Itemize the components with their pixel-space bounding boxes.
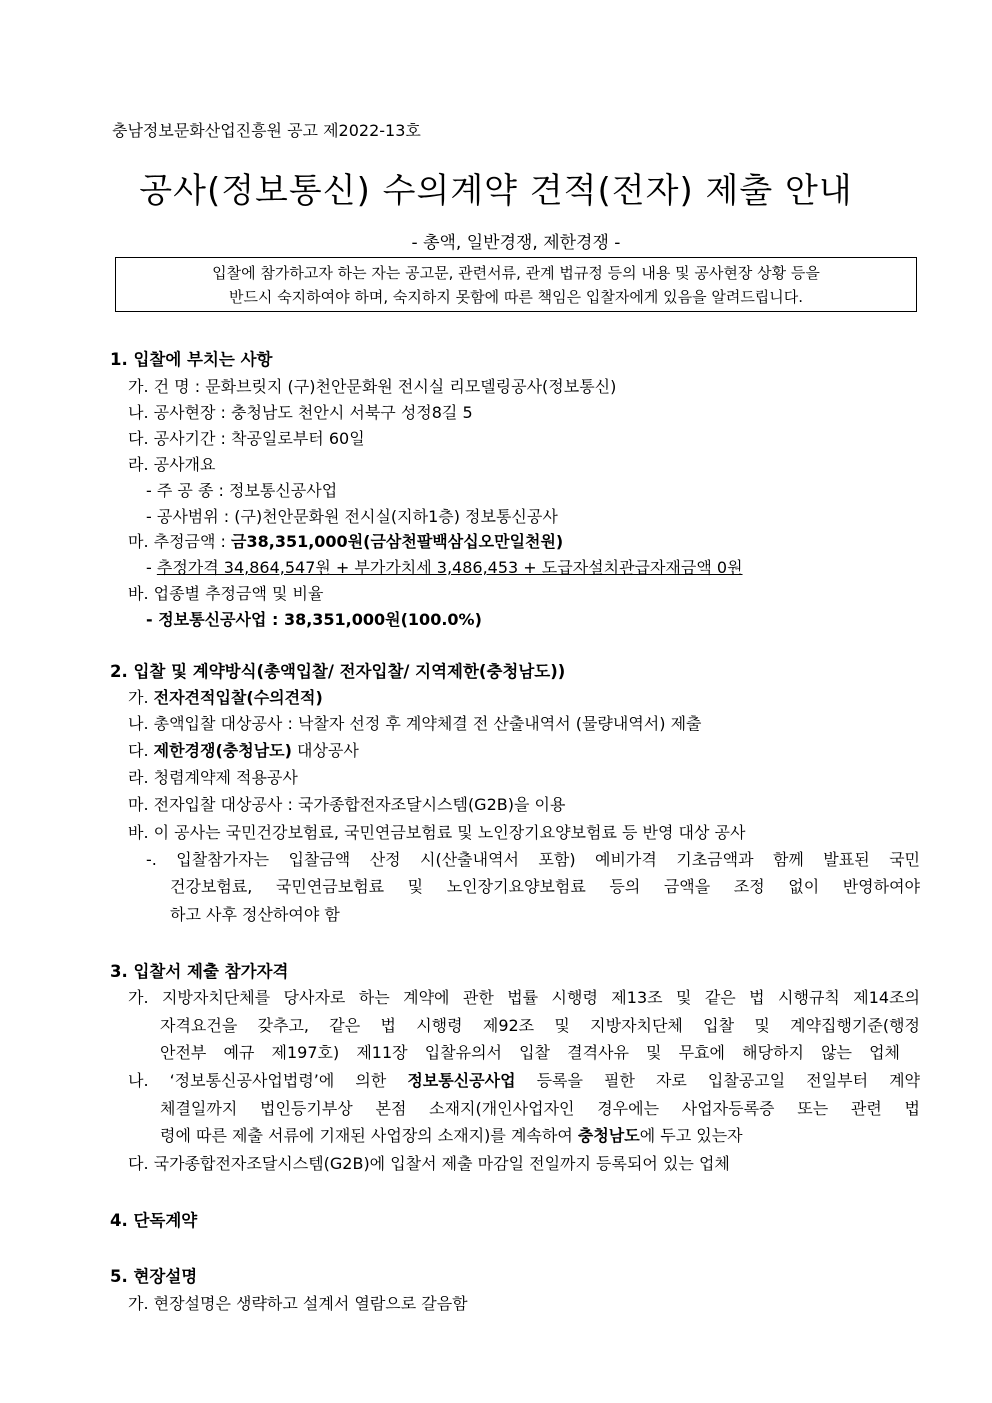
s2-a-bold: 전자견적입찰(수의견적) [153,688,323,707]
s5-item-a: 가. 현장설명은 생략하고 설계서 열람으로 갈음함 [128,1294,468,1313]
s2-item-d: 라. 청렴계약제 적용공사 [128,768,298,787]
s1-overview-type: - 주 공 종 : 정보통신공사업 [146,481,338,500]
s2-item-f: 바. 이 공사는 국민건강보험료, 국민연금보험료 및 노인장기요양보험료 등 반영 대상 공사 [128,823,746,842]
s3-b-line-2: 체결일까지 법인등기부상 본점 소재지(개인사업자인 경우에는 사업자등록증 또는 관련 법 [160,1099,920,1118]
s2-item-a [128,688,323,708]
s3-b3-post: 에 두고 있는자 [639,1126,743,1145]
s1-ratio-value: - 정보통신공사업 : 38,351,000원(100.0%) [146,610,482,629]
document-title: 공사(정보통신) 수의계약 견적(전자) 제출 안내 [139,171,853,211]
s1-item-name: 가. 건 명 : 문화브릿지 (구)천안문화원 전시실 리모델링공사(정보통신) [128,377,617,396]
s3-b-line-3 [160,1126,743,1146]
notice-box-line-1: 입찰에 참가하고자 하는 자는 공고문, 관련서류, 관계 법규정 등의 내용 및 공사현장 상황 등을 [212,264,820,282]
s1-item-estimate [128,532,563,552]
section-4-heading: 4. 단독계약 [110,1211,198,1230]
s2-c-rest: 대상공사 [291,741,359,760]
section-5-heading: 5. 현장설명 [110,1267,198,1286]
notice-box [115,257,917,312]
s1-estimate-label: 마. 추정금액 : [128,532,232,551]
s3-item-c: 다. 국가종합전자조달시스템(G2B)에 입찰서 제출 마감일 전일까지 등록되어 있는 업체 [128,1154,730,1173]
s1-breakdown-text: 추정가격 34,864,547원 + 부가가치세 3,486,453 + 도급자설치관급자재금액 0원 [156,558,743,577]
s2-c-bold: 제한경쟁(충청남도) [153,741,292,760]
s2-a-prefix: 가. [128,688,154,707]
notice-number: 충남정보문화산업진흥원 공고 제2022-13호 [112,121,421,140]
notice-box-line-2: 반드시 숙지하여야 하며, 숙지하지 못함에 따른 책임은 입찰자에게 있음을 알려드립니다. [228,288,804,306]
s1-estimate-amount: 금38,351,000원(금삼천팔백삼십오만일천원) [231,532,564,551]
section-1-heading: 1. 입찰에 부치는 사항 [110,350,273,369]
s1-estimate-breakdown [146,558,743,578]
s3-a-line-1: 가. 지방자치단체를 당사자로 하는 계약에 관한 법률 시행령 제13조 및 같은 법 시행규칙 제14조의 [128,988,920,1007]
s3-b-bold: 정보통신공사업 [407,1071,516,1090]
s1-overview-scope: - 공사범위 : (구)천안문화원 전시실(지하1층) 정보통신공사 [146,507,558,526]
s1-item-site: 나. 공사현장 : 충청남도 천안시 서북구 성정8길 5 [128,403,473,422]
s1-breakdown-dash: - [146,558,157,577]
section-2-heading: 2. 입찰 및 계약방식(총액입찰/ 전자입찰/ 지역제한(충청남도)) [110,662,566,681]
document-subtitle: - 총액, 일반경쟁, 제한경쟁 - [411,233,621,253]
s2-f-detail-line-1: -. 입찰참가자는 입찰금액 산정 시(산출내역서 포함) 예비가격 기초금액과 함께 발표된 국민 [146,850,920,869]
s3-b-pre: 나. ‘정보통신공사업법령’에 의한 [128,1071,408,1090]
section-3-heading: 3. 입찰서 제출 참가자격 [110,962,289,981]
s3-b-post: 등록을 필한 자로 입찰공고일 전일부터 계약 [515,1071,920,1090]
s3-b-line-1 [128,1071,920,1091]
s3-b3-pre: 령에 따른 제출 서류에 기재된 사업장의 소재지)를 계속하여 [160,1126,578,1145]
s2-f-detail-line-3: 하고 사후 정산하여야 함 [170,905,340,924]
s3-a-line-2: 자격요건을 갖추고, 같은 법 시행령 제92조 및 지방자치단체 입찰 및 계약집행기준(행정 [160,1016,920,1035]
s2-item-c [128,741,359,761]
s3-a-line-3: 안전부 예규 제197호) 제11장 입찰유의서 입찰 결격사유 및 무효에 해당하지 않는 업체 [160,1043,900,1062]
s2-f-detail-line-2: 건강보험료, 국민연금보험료 및 노인장기요양보험료 등의 금액을 조정 없이 반영하여야 [170,877,920,896]
s1-item-ratio: 바. 업종별 추정금액 및 비율 [128,584,324,603]
s1-item-overview: 라. 공사개요 [128,455,216,474]
s1-item-period: 다. 공사기간 : 착공일로부터 60일 [128,429,365,448]
s2-item-b: 나. 총액입찰 대상공사 : 낙찰자 선정 후 계약체결 전 산출내역서 (물량내역서) 제출 [128,714,702,733]
s2-c-prefix: 다. [128,741,154,760]
s2-item-e: 마. 전자입찰 대상공사 : 국가종합전자조달시스템(G2B)을 이용 [128,795,566,814]
s3-b3-bold: 충청남도 [577,1126,640,1145]
